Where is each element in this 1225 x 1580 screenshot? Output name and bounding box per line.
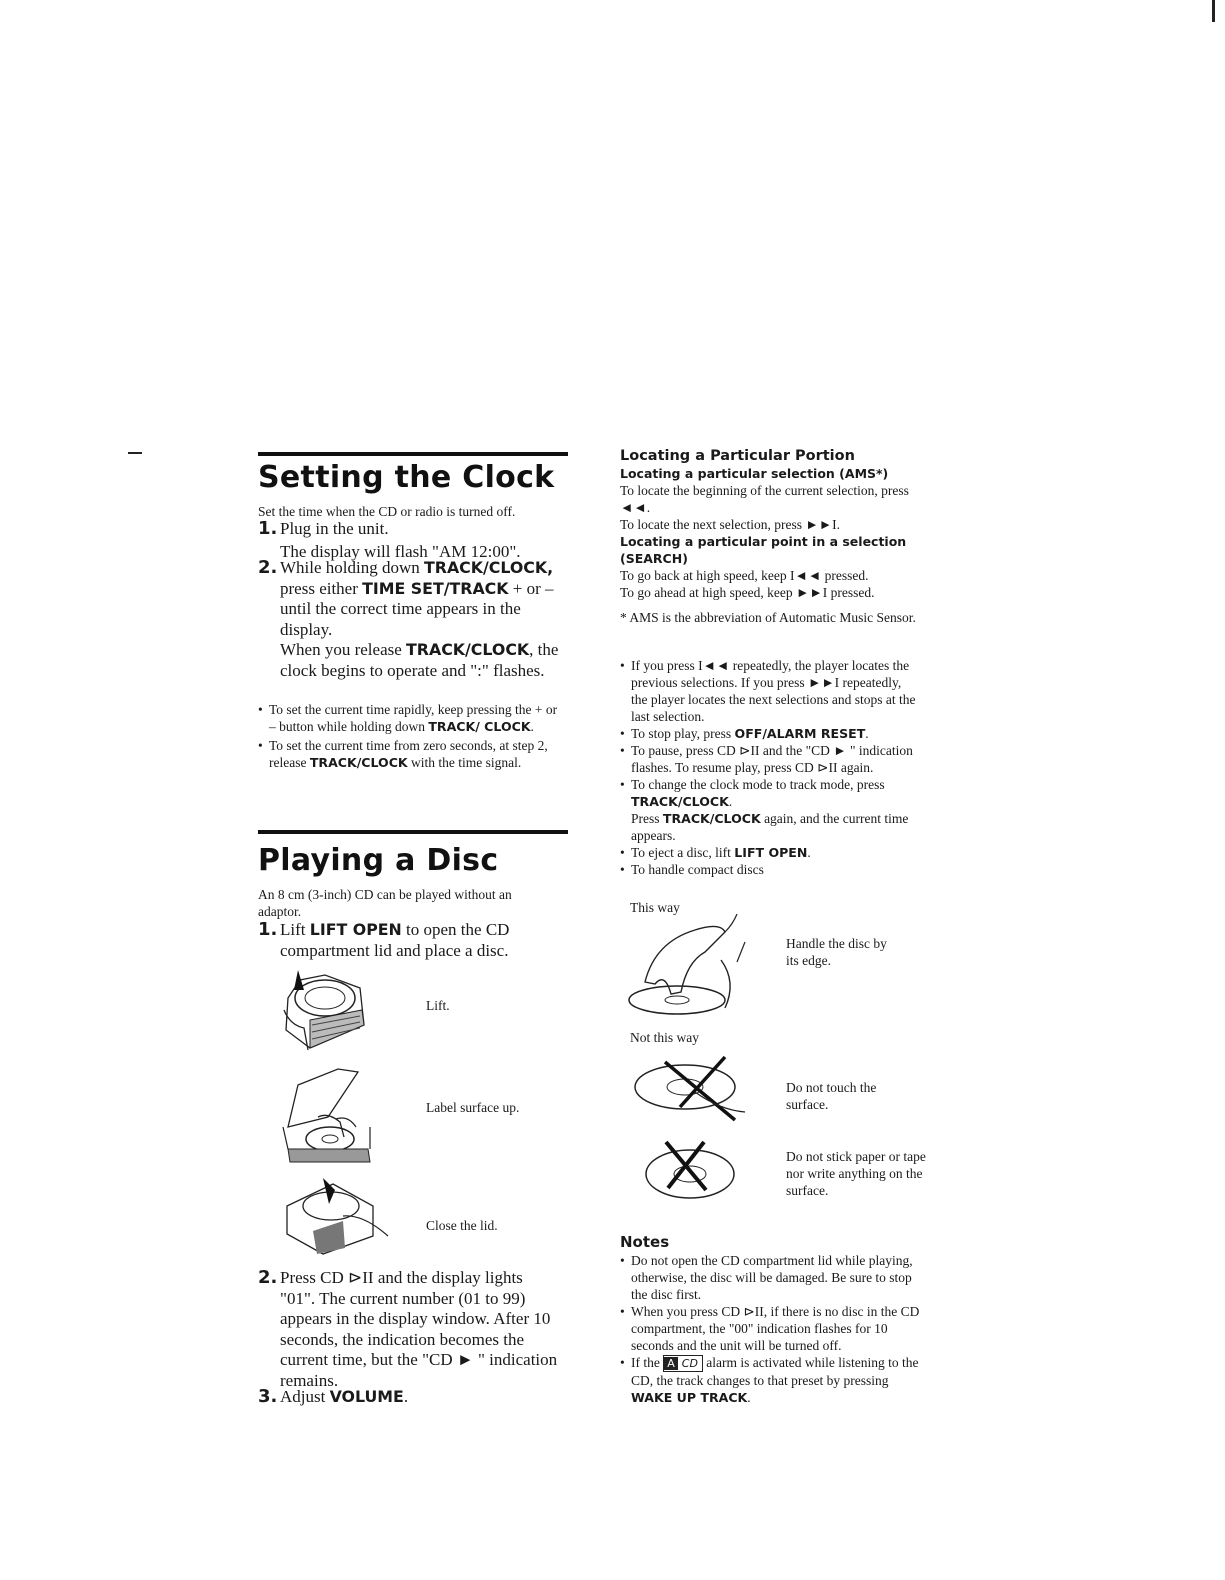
step-text: Press CD ⊳II and the display lights "01". The current number (01 to 99) appears in the display window. After 10 seconds, the indication becomes the current time, but the "CD ► " indication remains. bbox=[280, 1268, 558, 1390]
ams-text-2: To locate the next selection, press ►►I. bbox=[620, 517, 840, 532]
tip-item: • If you press I◄◄ repeatedly, the player locates the previous selections. If you press ►►I repeatedly, the player locates the next selections and stops at the last selection. bbox=[620, 657, 920, 725]
not-this-way-label: Not this way bbox=[630, 1030, 699, 1045]
notes-section bbox=[620, 1232, 920, 1406]
clock-step-1 bbox=[258, 519, 568, 562]
step-text: Plug in the unit. bbox=[280, 519, 389, 538]
step-number: 2. bbox=[258, 557, 278, 578]
locating-section bbox=[620, 448, 920, 626]
handle-edge-caption: Handle the disc by its edge. bbox=[786, 936, 887, 968]
note-item: • If the A CD alarm is activated while listening to the CD, the track changes to that preset by pressing WAKE UP TRACK. bbox=[620, 1354, 920, 1406]
touch-surface-illustration bbox=[625, 1052, 755, 1127]
locating-heading: Locating a Particular Portion bbox=[620, 448, 855, 464]
disc-step-2 bbox=[258, 1268, 568, 1391]
ams-subheading: Locating a particular selection (AMS*) bbox=[620, 466, 889, 481]
tip-item: • To handle compact discs bbox=[620, 861, 920, 878]
disc-intro: An 8 cm (3-inch) CD can be played without an adaptor. bbox=[258, 887, 512, 919]
fig-caption-close: Close the lid. bbox=[426, 1218, 498, 1233]
note-item: • To set the current time from zero seconds, at step 2, release TRACK/CLOCK with the time signal. bbox=[258, 737, 558, 771]
no-touch-caption: Do not touch the surface. bbox=[786, 1080, 877, 1112]
search-text-1: To go back at high speed, keep I◄◄ pressed. bbox=[620, 568, 869, 583]
no-stick-illustration bbox=[640, 1136, 740, 1206]
step-number: 2. bbox=[258, 1267, 278, 1288]
tip-item: • To stop play, press OFF/ALARM RESET. bbox=[620, 725, 920, 742]
step-number: 1. bbox=[258, 919, 278, 940]
tips-list bbox=[620, 657, 920, 878]
fig-caption-lift: Lift. bbox=[426, 998, 450, 1013]
ams-text-1: To locate the beginning of the current selection, press ◄◄. bbox=[620, 483, 909, 515]
close-lid-illustration bbox=[283, 1176, 393, 1256]
step-text: While holding down TRACK/CLOCK, press either TIME SET/TRACK + or – until the correct time appears in the display. When you release TRACK/CLOCK, the clock begins to operate and ":" flashes. bbox=[280, 558, 568, 681]
label-surface-up-illustration bbox=[278, 1067, 373, 1167]
note-item: • When you press CD ⊳II, if there is no disc in the CD compartment, the "00" indication flashes for 10 seconds and the unit will be turned off. bbox=[620, 1303, 920, 1354]
clock-intro: Set the time when the CD or radio is turned off. bbox=[258, 504, 516, 519]
disc-step-1 bbox=[258, 920, 568, 961]
tip-item: • To change the clock mode to track mode, press TRACK/CLOCK. Press TRACK/CLOCK again, and the current time appears. bbox=[620, 776, 920, 844]
clock-notes bbox=[258, 701, 558, 771]
tip-item: • To eject a disc, lift LIFT OPEN. bbox=[620, 844, 920, 861]
note-item: • Do not open the CD compartment lid while playing, otherwise, the disc will be damaged. Be sure to stop the disc first. bbox=[620, 1252, 920, 1303]
no-stick-caption: Do not stick paper or tape nor write anything on the surface. bbox=[786, 1149, 926, 1198]
ams-footnote: * AMS is the abbreviation of Automatic Music Sensor. bbox=[620, 610, 916, 625]
scan-edge-mark bbox=[1212, 0, 1215, 22]
disc-title: Playing a Disc bbox=[258, 843, 499, 878]
step-number: 1. bbox=[258, 518, 278, 539]
fig-caption-label: Label surface up. bbox=[426, 1100, 520, 1115]
step-number: 3. bbox=[258, 1386, 278, 1407]
note-item: • To set the current time rapidly, keep pressing the + or – button while holding down TRACK/ CLOCK. bbox=[258, 701, 558, 735]
lift-lid-illustration bbox=[280, 970, 370, 1055]
disc-step-3 bbox=[258, 1387, 568, 1408]
step-text: Adjust VOLUME. bbox=[280, 1387, 409, 1406]
scan-dash-mark bbox=[128, 452, 142, 454]
search-subheading: Locating a particular point in a selection (SEARCH) bbox=[620, 534, 907, 566]
alarm-cd-badge: A CD bbox=[663, 1355, 703, 1372]
step-subtext: The display will flash "AM 12:00". bbox=[280, 541, 521, 561]
search-text-2: To go ahead at high speed, keep ►►I pressed. bbox=[620, 585, 875, 600]
section-rule-disc bbox=[258, 830, 568, 834]
step-text: Lift LIFT OPEN to open the CD compartment lid and place a disc. bbox=[280, 920, 510, 960]
correct-handling-illustration bbox=[625, 912, 755, 1022]
section-rule-clock bbox=[258, 452, 568, 456]
notes-title: Notes bbox=[620, 1233, 670, 1251]
clock-title: Setting the Clock bbox=[258, 460, 555, 495]
this-way-label: This way bbox=[630, 900, 680, 915]
clock-step-2 bbox=[258, 558, 568, 681]
step-subtext: When you release TRACK/CLOCK, the clock begins to operate and ":" flashes. bbox=[280, 640, 559, 680]
tip-item: • To pause, press CD ⊳II and the "CD ► " indication flashes. To resume play, press CD ⊳II again. bbox=[620, 742, 920, 776]
